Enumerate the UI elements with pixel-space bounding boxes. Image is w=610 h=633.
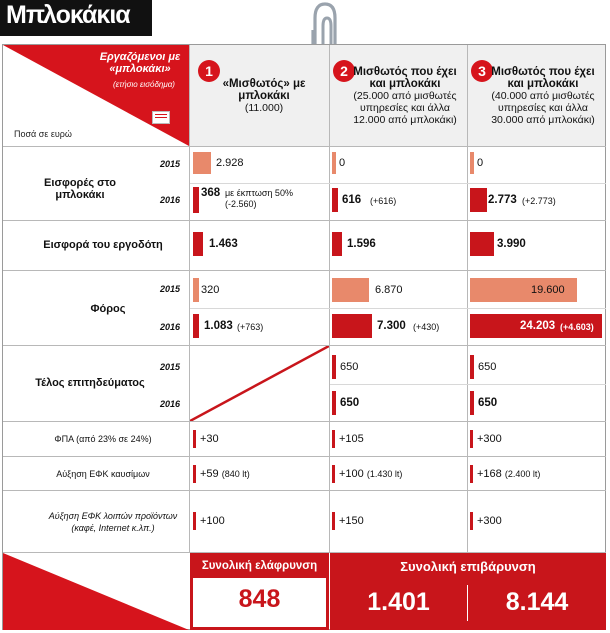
value-efk-fuel-c3 [477, 468, 540, 480]
value-contrib-c3-2016: 2.773 [488, 194, 517, 206]
year-2016: 2016 [159, 399, 180, 409]
bar-tax-c2-2015 [332, 278, 369, 302]
value-tax-c2-2015: 6.870 [375, 284, 403, 296]
units-label: Ποσά σε ευρώ [14, 129, 72, 139]
value-fee-c2-2015: 650 [340, 361, 359, 373]
marker-efk-other-c3 [470, 512, 473, 530]
year-2016: 2016 [159, 195, 180, 205]
note-contrib-c1-2016: με έκπτωση 50% (-2.560) [225, 188, 293, 209]
column-badge-2: 2 [333, 60, 355, 82]
note-contrib-c2-2016: (+616) [370, 196, 397, 206]
column-title-3: Μισθωτός που έχει και μπλοκάκι [491, 66, 595, 90]
row-label-tax: Φόρος [90, 303, 126, 315]
value-efk-other-c3: +300 [477, 515, 502, 527]
divider [3, 270, 606, 271]
bar-tax-c1-2016 [193, 314, 199, 338]
not-applicable-slash [190, 346, 329, 421]
column-sub-3: (40.000 από μισθωτές υπηρεσίες και άλλα 30.000 από μπλοκάκι) [491, 90, 595, 126]
marker-efk-fuel-c2 [332, 465, 335, 483]
value-tax-c3-2015: 19.600 [531, 284, 565, 296]
bar-contrib-c2-2016 [332, 188, 338, 212]
value-vat-c1: +30 [200, 433, 219, 445]
note-efk-fuel-c3: (2.400 lt) [504, 469, 541, 479]
row-label-contributions: Εισφορές στο μπλοκάκι [44, 177, 116, 201]
row-label-employer: Εισφορά του εργοδότη [43, 239, 163, 251]
bar-tax-c2-2016 [332, 314, 372, 338]
value-efk-fuel-c1-num: +59 [200, 468, 219, 480]
bar-fee-c2-2016 [332, 391, 336, 415]
bar-employer-c1 [193, 232, 203, 256]
bar-employer-c2 [332, 232, 342, 256]
column-badge-3: 3 [471, 60, 493, 82]
value-contrib-c2-2016: 616 [342, 194, 362, 206]
value-contrib-c1-2016: 368 [201, 187, 221, 199]
note-tax-c1-2016: (+763) [237, 322, 264, 332]
note-tax-c3-2016: (+4.603) [560, 322, 594, 332]
corner-label: Εργαζόμενοι με «μπλοκάκι» [99, 51, 181, 75]
value-employer-c2: 1.596 [347, 238, 376, 250]
divider [190, 183, 606, 184]
bar-fee-c3-2015 [470, 355, 474, 379]
column-title-2: Μισθωτός που έχει και μπλοκάκι [353, 66, 457, 90]
row-label-vat: ΦΠΑ (από 23% σε 24%) [54, 434, 152, 444]
bar-contrib-c1-2015 [193, 152, 211, 174]
value-employer-c3: 3.990 [497, 238, 526, 250]
column-header-2 [350, 66, 460, 126]
value-efk-fuel-c3-num: +168 [477, 468, 502, 480]
document-icon [152, 111, 170, 124]
divider [3, 490, 606, 491]
footer-burden-c3: 8.144 [505, 588, 569, 616]
value-vat-c3: +300 [477, 433, 502, 445]
value-contrib-c1-2015: 2.928 [216, 157, 244, 169]
note-efk-fuel-c1: (840 lt) [221, 469, 250, 479]
bar-fee-c2-2015 [332, 355, 336, 379]
year-2015: 2015 [159, 284, 180, 294]
bar-employer-c3 [470, 232, 494, 256]
value-efk-other-c1: +100 [200, 515, 225, 527]
column-sub-2: (25.000 από μισθωτές υπηρεσίες και άλλα 12.000 από μπλοκάκι) [353, 90, 457, 126]
year-2015: 2015 [159, 362, 180, 372]
column-header-3 [488, 66, 598, 126]
value-fee-c2-2016: 650 [340, 397, 360, 409]
column-badge-1: 1 [198, 60, 220, 82]
note-contrib-c3-2016: (+2.773) [522, 196, 556, 206]
corner-sub: (ετήσιο εισόδημα) [113, 80, 175, 89]
value-fee-c3-2016: 650 [478, 397, 498, 409]
row-label-efk-fuel: Αύξηση ΕΦΚ καυσίμων [56, 469, 150, 479]
bar-contrib-c1-2016 [193, 187, 199, 213]
row-label-fee: Τέλος επιτηδεύματος [35, 377, 145, 389]
divider [3, 456, 606, 457]
value-tax-c2-2016: 7.300 [377, 320, 406, 332]
footer-relief-value: 848 [238, 585, 281, 613]
year-2015: 2015 [159, 159, 180, 169]
divider [467, 45, 468, 552]
divider [189, 45, 190, 552]
value-tax-c1-2016: 1.083 [204, 320, 233, 332]
row-label-efk-other: Αύξηση ΕΦΚ λοιπών προϊόντων (καφέ, Internet κ.λπ.) [48, 511, 178, 533]
value-vat-c2: +105 [339, 433, 364, 445]
bar-contrib-c3-2015 [470, 152, 474, 174]
footer-burden-label: Συνολική επιβάρυνση [400, 559, 536, 574]
value-contrib-c2-2015: 0 [339, 157, 346, 169]
footer-relief-label: Συνολική ελάφρυνση [201, 560, 318, 572]
marker-vat-c3 [470, 430, 473, 448]
divider [330, 384, 606, 385]
value-employer-c1: 1.463 [209, 238, 238, 250]
marker-vat-c2 [332, 430, 335, 448]
value-contrib-c3-2015: 0 [477, 157, 484, 169]
divider [3, 220, 606, 221]
value-tax-c1-2015: 320 [201, 284, 220, 296]
column-header-1 [214, 78, 314, 114]
marker-efk-other-c2 [332, 512, 335, 530]
year-2016: 2016 [159, 322, 180, 332]
marker-efk-other-c1 [193, 512, 196, 530]
marker-vat-c1 [193, 430, 196, 448]
bar-fee-c3-2016 [470, 391, 474, 415]
value-efk-fuel-c1 [200, 468, 250, 480]
bar-contrib-c2-2015 [332, 152, 336, 174]
footer-burden-c2: 1.401 [367, 588, 430, 616]
footer-red-triangle [3, 553, 189, 630]
value-efk-other-c2: +150 [339, 515, 364, 527]
bar-contrib-c3-2016 [470, 188, 487, 212]
value-efk-fuel-c2 [339, 468, 402, 480]
value-fee-c3-2015: 650 [478, 361, 497, 373]
column-sub-1: (11.000) [244, 102, 284, 114]
marker-efk-fuel-c1 [193, 465, 196, 483]
note-efk-fuel-c2: (1.430 lt) [366, 469, 403, 479]
value-tax-c3-2016: 24.203 [520, 320, 556, 332]
column-title-1: «Μισθωτός» με μπλοκάκι [222, 78, 306, 102]
bar-tax-c1-2015 [193, 278, 199, 302]
divider [3, 146, 606, 147]
value-efk-fuel-c2-num: +100 [339, 468, 364, 480]
divider [190, 308, 606, 309]
divider [3, 421, 606, 422]
note-tax-c2-2016: (+430) [413, 322, 440, 332]
page-title: Μπλοκάκια [6, 1, 130, 29]
marker-efk-fuel-c3 [470, 465, 473, 483]
divider [329, 45, 330, 552]
